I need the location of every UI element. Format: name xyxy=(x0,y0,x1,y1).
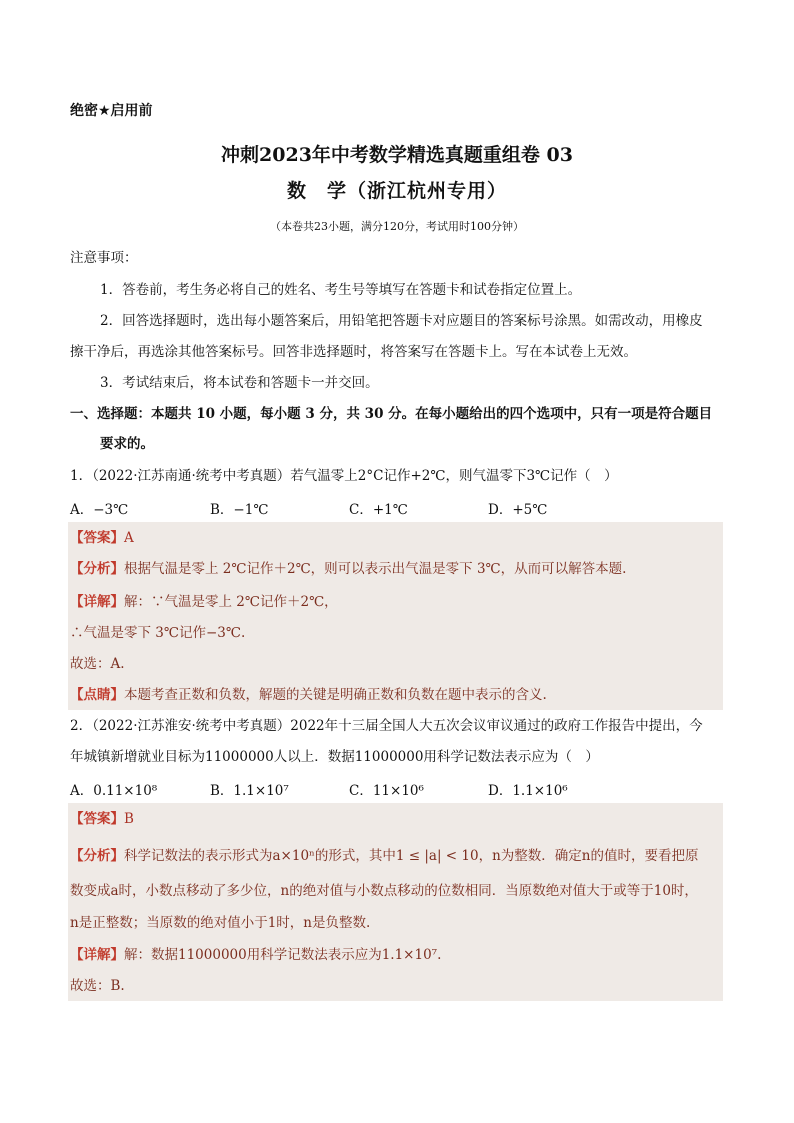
q2-option-b: B．1.1×10⁷ xyxy=(210,783,289,799)
q1-option-c: C．+1℃ xyxy=(349,502,408,518)
detail-tag: 【详解】 xyxy=(70,594,124,610)
q1-detail xyxy=(70,592,725,612)
q1-option-a: A．−3℃ xyxy=(70,502,129,518)
exam-meta: （本卷共23小题，满分120分，考试用时100分钟） xyxy=(270,220,524,233)
q2-stem-2: 年城镇新增就业目标为11000000人以上．数据11000000用科学记数法表示应为（ ） xyxy=(70,749,599,765)
answer-tag: 【答案】 xyxy=(70,530,124,546)
notice-item-3: 3．考试结束后，将本试卷和答题卡一并交回。 xyxy=(100,375,379,391)
notice-heading: 注意事项： xyxy=(70,250,138,266)
q2-answer xyxy=(70,809,725,829)
q2-answer-value: B xyxy=(124,811,134,827)
q1-analysis-text: 根据气温是零上 2℃记作＋2℃，则可以表示出气温是零下 3℃，从而可以解答本题. xyxy=(124,561,627,577)
q1-stem: 1．（2022·江苏南通·统考中考真题）若气温零上2°C记作+2℃，则气温零下3℃记作（ ） xyxy=(70,468,618,484)
section-heading: 一、选择题：本题共 10 小题，每小题 3 分，共 30 分。在每小题给出的四个选项中，只有一项是符合题目 xyxy=(70,406,713,422)
q2-analysis xyxy=(70,846,725,866)
analysis-tag: 【分析】 xyxy=(70,561,124,577)
q2-answer-block xyxy=(68,803,723,1001)
section-heading-cont: 要求的。 xyxy=(100,436,154,452)
q2-detail-text: 解：数据11000000用科学记数法表示应为1.1×10⁷. xyxy=(124,947,442,963)
q1-comment-text: 本题考查正数和负数，解题的关键是明确正数和负数在题中表示的含义. xyxy=(124,687,547,703)
analysis-tag: 【分析】 xyxy=(70,848,124,864)
q1-answer-value: A xyxy=(124,530,134,546)
q2-choose: 故选：B. xyxy=(70,978,125,994)
detail-tag: 【详解】 xyxy=(70,947,124,963)
confidential-label: 绝密★启用前 xyxy=(70,103,153,119)
comment-tag: 【点睛】 xyxy=(70,687,124,703)
q1-answer xyxy=(70,528,725,548)
notice-item-2: 2．回答选择题时，选出每小题答案后，用铅笔把答题卡对应题目的答案标号涂黑。如需改动，用橡皮 xyxy=(100,313,703,329)
q1-choose: 故选：A. xyxy=(70,656,125,672)
notice-item-2-cont: 擦干净后，再选涂其他答案标号。回答非选择题时，将答案写在答题卡上。写在本试卷上无效。 xyxy=(70,344,637,360)
q1-comment xyxy=(70,685,725,705)
q1-detail-text: 解：∵气温是零上 2℃记作＋2℃， xyxy=(124,594,338,610)
q1-answer-block xyxy=(68,522,723,710)
q1-option-b: B．−1℃ xyxy=(210,502,269,518)
q2-analysis-text: 科学记数法的表示形式为a×10ⁿ的形式，其中1 ≤ |a| < 10，n为整数．确定n的值时，要看把原 xyxy=(124,848,699,864)
answer-tag: 【答案】 xyxy=(70,811,124,827)
q1-analysis xyxy=(70,559,725,579)
q2-option-c: C．11×10⁶ xyxy=(349,783,424,799)
exam-subtitle: 数 学（浙江杭州专用） xyxy=(286,180,507,202)
q2-detail xyxy=(70,945,725,965)
q2-option-d: D．1.1×10⁶ xyxy=(488,783,568,799)
q2-analysis-2: 数变成a时，小数点移动了多少位，n的绝对值与小数点移动的位数相同．当原数绝对值大于或等于10时， xyxy=(70,883,698,899)
notice-item-1: 1．答卷前，考生务必将自己的姓名、考生号等填写在答题卡和试卷指定位置上。 xyxy=(100,282,582,298)
q2-analysis-3: n是正整数；当原数的绝对值小于1时，n是负整数. xyxy=(70,915,371,931)
q1-option-d: D．+5℃ xyxy=(488,502,548,518)
q2-stem-1: 2．（2022·江苏淮安·统考中考真题）2022年十三届全国人大五次会议审议通过的政府工作报告中提出，今 xyxy=(70,718,703,734)
q2-option-a: A．0.11×10⁸ xyxy=(70,783,158,799)
q1-detail-2: ∴气温是零下 3℃记作−3℃. xyxy=(70,625,246,641)
exam-title: 冲刺2023年中考数学精选真题重组卷 03 xyxy=(221,144,573,166)
